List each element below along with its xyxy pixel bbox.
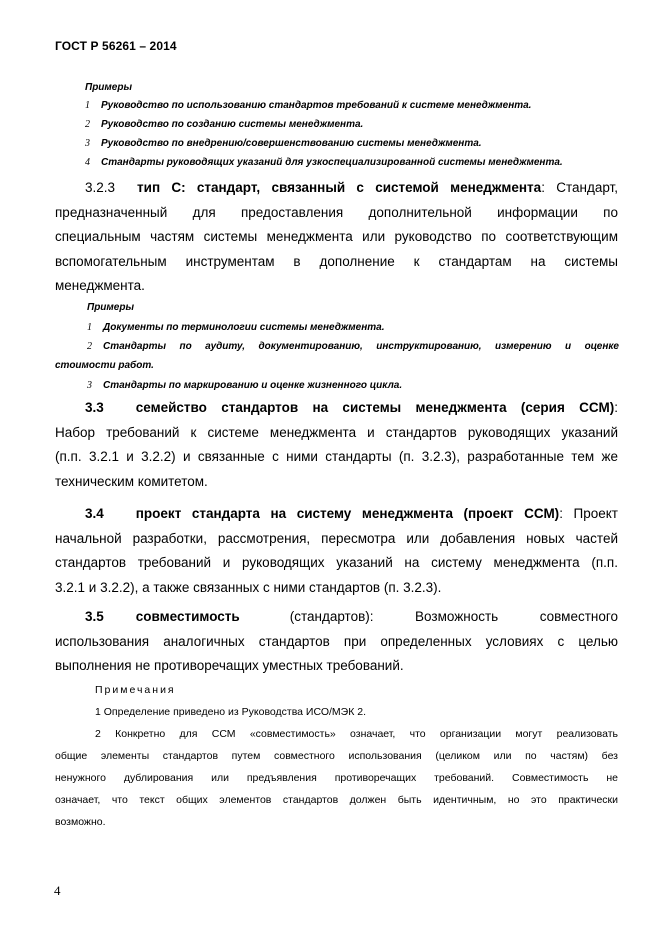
paragraph-line [55, 176, 618, 201]
section-number: 3.5 [85, 609, 104, 624]
list-item [87, 380, 402, 391]
item-text: Руководство по использованию стандартов требований к системе менеджмента. [101, 100, 532, 111]
list-item [85, 119, 363, 130]
examples-heading: Примеры [87, 302, 135, 313]
section-3-5 [55, 605, 618, 679]
item-number: 2 [87, 341, 92, 352]
item-number: 1 [85, 100, 90, 111]
paragraph-line: стандартов требований и руководящих указаний на систему менеджмента (п.п. [55, 555, 618, 570]
paragraph-line [55, 502, 618, 527]
term: тип С: стандарт, связанный с системой менеджмента [137, 180, 542, 195]
note-line: общие элементы стандартов путем совместного использования (целиком или по частям) без [55, 750, 618, 762]
list-item [85, 157, 563, 168]
paragraph-line: менеджмента. [55, 278, 145, 293]
definition-text: : [614, 400, 618, 415]
document-header: ГОСТ Р 56261 – 2014 [55, 39, 177, 53]
item-text: Стандарты руководящих указаний для узкоспециализированной системы менеджмента. [101, 157, 563, 168]
paragraph-line: 3.2.1 и 3.2.2), а также связанных с ними стандартов (п. 3.2.3). [55, 579, 442, 595]
note-line: возможно. [55, 816, 106, 828]
notes-heading: Примечания [95, 684, 176, 696]
item-number: 3 [87, 380, 92, 391]
list-item [85, 100, 531, 111]
item-number: 2 [85, 119, 90, 130]
item-number: 3 [85, 138, 90, 149]
paragraph-line: техническим комитетом. [55, 473, 208, 489]
section-number: 3.3 [85, 400, 104, 415]
note-line: означает, что текст общих элементов стандартов должен быть идентичным, но это практически [55, 794, 618, 806]
definition-text: (стандартов): Возможность совместного [289, 609, 618, 624]
note-line: ненужного дублирования или предъявления противоречащих требований. Совместимость не [55, 772, 618, 784]
section-number: 3.2.3 [85, 180, 116, 195]
paragraph-line: начальной разработки, рассмотрения, пересмотра или добавления новых частей [55, 530, 618, 546]
list-item [87, 322, 385, 333]
definition-text: : Стандарт, [541, 180, 618, 195]
paragraph-line: выполнения не противоречащих уместных требований. [55, 658, 404, 673]
definition-text: : Проект [559, 506, 618, 521]
paragraph-line [55, 605, 618, 630]
paragraph-line: Набор требований к системе менеджмента и стандартов руководящих указаний [55, 424, 618, 440]
paragraph-line: (п.п. 3.2.1 и 3.2.2) и связанные с ними стандарты (п. 3.2.3), разработанные тем же [55, 449, 618, 464]
item-text: стоимости работ. [55, 360, 154, 371]
item-text: Руководство по внедрению/совершенствованию системы менеджмента. [101, 138, 482, 149]
note-1: 1 Определение приведено из Руководства ИСО/МЭК 2. [95, 706, 366, 718]
examples-heading: Примеры [85, 82, 133, 93]
paragraph-line: использования аналогичных стандартов при определенных условиях с целью [55, 633, 618, 649]
note-2 [55, 723, 618, 833]
item-number: 4 [85, 157, 90, 168]
list-item [85, 138, 482, 149]
item-text: Стандарты по аудиту, документированию, инструктированию, измерению и оценке [103, 341, 619, 352]
note-line: 2 Конкретно для ССМ «совместимость» означает, что организации могут реализовать [95, 728, 618, 740]
list-item [55, 360, 154, 371]
paragraph-line [55, 396, 618, 421]
item-text: Документы по терминологии системы менеджмента. [103, 322, 385, 333]
term: совместимость [135, 609, 240, 624]
section-number: 3.4 [85, 506, 104, 521]
section-3-3 [55, 396, 618, 494]
item-number: 1 [87, 322, 92, 333]
page-number: 4 [54, 883, 61, 898]
paragraph-line: предназначенный для предоставления дополнительной информации по [55, 204, 618, 220]
section-3-4 [55, 502, 618, 600]
paragraph-line: вспомогательным инструментам в дополнение к стандартам на системы [55, 253, 618, 269]
section-3-2-3 [55, 176, 618, 299]
item-text: Стандарты по маркированию и оценке жизненного цикла. [103, 380, 403, 391]
term: семейство стандартов на системы менеджмента (серия ССМ) [135, 400, 615, 415]
term: проект стандарта на систему менеджмента (проект ССМ) [135, 506, 560, 521]
item-text: Руководство по созданию системы менеджмента. [101, 119, 364, 130]
list-item [87, 341, 619, 352]
paragraph-line: специальным частям системы менеджмента или руководство по соответствующим [55, 229, 618, 244]
